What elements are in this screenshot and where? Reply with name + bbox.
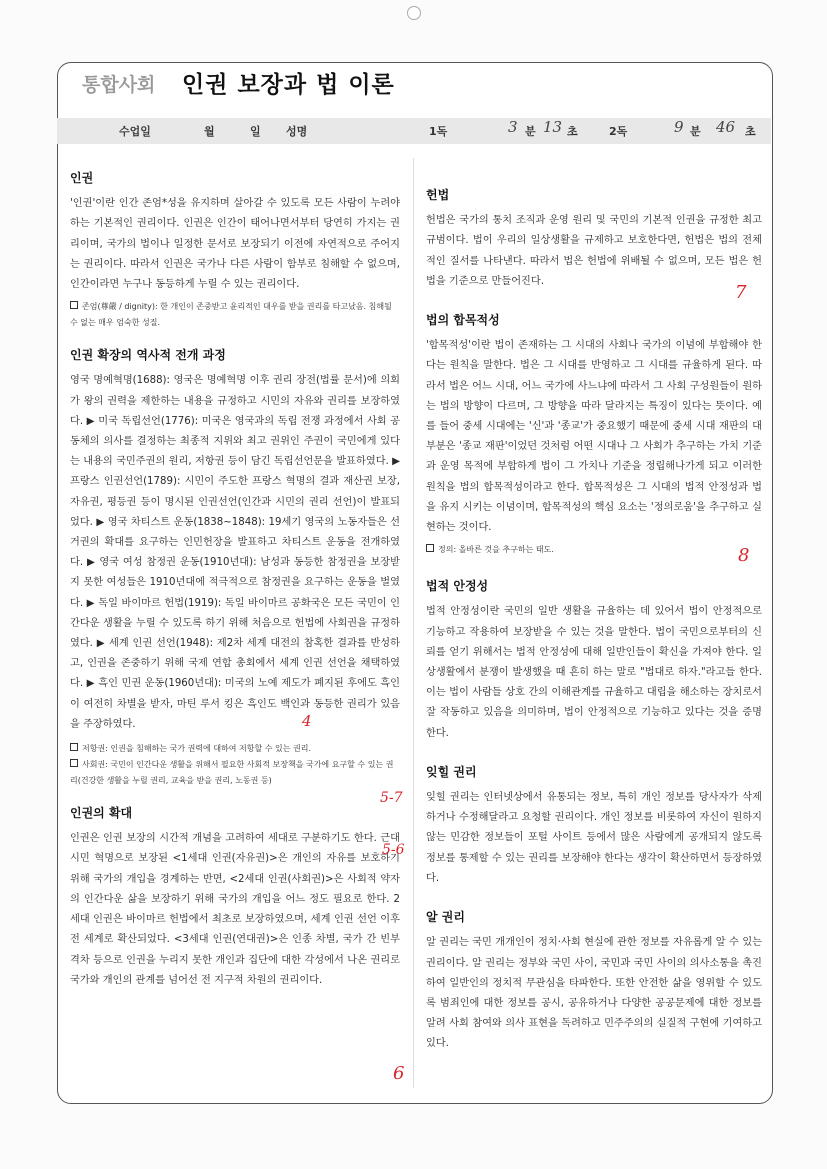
- first-read-minutes: 3: [508, 118, 518, 136]
- right-to-know-paragraph: 알 권리는 국민 개개인이 정치·사회 현실에 관한 정보를 자유롭게 알 수 있는 권리이다. 알 권리는 정부와 국민 사이, 국민과 국민 사이의 의사소통을 촉진하여 일반인의 정치적 무관심을 타파한다. 또한 안전한 삶을 영위할 수 있도록 범죄인에 대한 정보를 공시, 공유하거나 다양한 공공문제에 대한 정보를 알려 사회 참여와 의사 표현을 독려하고 민주주의의 실질적 구현에 기여하고 있다.: [426, 937, 762, 1050]
- human-rights-paragraph: '인권'이란 인간 존엄*성을 유지하며 살아갈 수 있도록 모든 사람이 누려야 하는 기본적인 권리이다. 인권은 인간이 태어나면서부터 당연히 가지는 권리이며, 국가의 법이나 일정한 문서로 보장되기 이전에 자연적으로 주어지는 권리이다. 따라서 인권은 국가나 다른 사람이 함부로 침해할 수 없으며, 인간이라면 누구나 동등하게 누릴 수 있는 권리이다.: [70, 198, 400, 291]
- justice-note: [426, 542, 762, 558]
- history-paragraph: 영국 명예혁명(1688): 영국은 명예혁명 이후 권리 장전(법률 문서)에 의회가 왕의 권력을 제한하는 내용을 규정하고 시민의 자유와 권리를 보장하였다. ▶ 미국 독립선언(1776): 미국은 영국과의 독립 전쟁 과정에서 사회 공동체의 의사를 결정하는 최종적 지위와 최고 권위인 주권이 국민에게 있다는 내용의 국민주권의 원리, 저항권 등이 담긴 독립선언문을 발표하였다. ▶ 프랑스 인권선언(1789): 시민이 주도한 프랑스 혁명의 결과 재산권 보장, 자유권, 평등권 등이 명시된 인권선언(인간과 시민의 권리 선언)이 발표되었다. ▶ 영국 차티스트 운동(1838~1848): 19세기 영국의 노동자들은 선거권의 확대를 요구하는 인민헌장을 발표하고 차티스트 운동을 전개하였다. ▶ 영국 여성 참정권 운동(1910년대): 남성과 동등한 참정권을 보장받지 못한 여성들은 1910년대에 적극적으로 참정권을 요구하는 운동을 벌였다. ▶ 독일 바이마르 헌법(1919): 독일 바이마르 공화국은 모든 국민이 인간다운 생활을 누릴 수 있도록 하기 위해 처음으로 헌법에 사회권을 규정하였다. ▶ 세계 인권 선언(1948): 제2차 세계 대전의 참혹한 결과를 반성하고, 인권을 존중하기 위해 국제 연합 총회에서 세계 인권 선언을 채택하였다. ▶ 흑인 민권 운동(1960년대): 미국의 노예 제도가 폐지된 후에도 흑인이 여전히 차별을 받자, 마틴 루서 킹은 흑인도 백인과 동등한 권리가 있음을 주장하였다.: [70, 375, 400, 730]
- first-read-seconds: 13: [543, 118, 563, 136]
- justice-note-text: 정의: 올바른 것을 추구하는 태도.: [438, 545, 554, 555]
- first-read-sec-unit: 초: [567, 125, 578, 138]
- note-box-icon: [70, 759, 78, 767]
- section-heading-history: 인권 확장의 역사적 전개 과정: [70, 348, 226, 363]
- constitution-paragraph: 헌법은 국가의 통치 조직과 운영 원리 및 국민의 기본적 인권을 규정한 최고 규범이다. 법이 우리의 일상생활을 규제하고 보호한다면, 헌법은 법의 전체적인 질서를 나타낸다. 따라서 법은 헌법에 위배될 수 없으며, 모든 법은 헌법을 기준으로 만들어진다.: [426, 215, 762, 287]
- second-read-min-unit: 분: [690, 125, 701, 138]
- handwritten-mark-6: 6: [393, 1063, 405, 1084]
- social-right-note: [70, 757, 400, 789]
- expansion-paragraph: 인권은 인권 보장의 시간적 개념을 고려하여 세대로 구분하기도 한다. 근대 시민 혁명으로 보장된 <1세대 인권(자유권)>은 개인의 자유를 보호하기 위해 국가의 개입을 경계하는 반면, <2세대 인권(사회권)>은 사회적 약자의 인간다운 삶을 보장하기 위해 국가의 개입을 어느 정도 필요로 한다. 2세대 인권은 바이마르 헌법에서 최초로 보장하였으며, 세계 인권 선언 이후 전 세계로 확산되었다. <3세대 인권(연대권)>은 인종 차별, 국가 간 빈부 격차 등으로 인권을 누리지 못한 개인과 집단에 대한 각성에서 나온 권리로 국가와 개인의 관계를 넘어선 전 지구적 차원의 권리이다.: [70, 833, 400, 986]
- section-heading-legal-stability: 법적 안정성: [426, 579, 489, 594]
- right-column: [426, 185, 762, 1055]
- left-column: [70, 168, 400, 991]
- note-box-icon: [70, 301, 78, 309]
- first-read-min-unit: 분: [525, 125, 536, 138]
- right-to-be-forgotten-paragraph: 잊힐 권리는 인터넷상에서 유통되는 정보, 특히 개인 정보를 당사자가 삭제하거나 수정해달라고 요청할 권리이다. 개인 정보를 비롯하여 자신이 원하지 않는 민감한 정보들이 포털 사이트 등에서 많은 사람에게 공개되지 않도록 정보를 통제할 수 있는 권리를 보장해야 한다는 생각이 확산하면서 등장하였다.: [426, 792, 762, 884]
- legal-stability-paragraph: 법적 안정성이란 국민의 일반 생활을 규율하는 데 있어서 법이 안정적으로 기능하고 작용하여 보장받을 수 있는 것을 말한다. 법이 국민으로부터의 신뢰를 얻기 위해서는 법적 안정성에 대해 일반인들이 확신을 가져야 한다. 일상생활에서 분쟁이 발생했을 때 흔히 하는 말로 "법대로 하자."라고들 한다. 이는 법이 사람들 상호 간의 이해관계를 규율하고 대립을 해소하는 장치로서 잘 작동하고 있음을 의미하며, 법이 안정적으로 기능하고 있다는 것을 증명한다.: [426, 606, 762, 739]
- handwritten-mark-4: 4: [302, 712, 312, 730]
- section-heading-right-to-be-forgotten: 잊힐 권리: [426, 764, 477, 779]
- section-heading-human-rights: 인권: [70, 171, 94, 185]
- handwritten-mark-8: 8: [738, 545, 750, 566]
- section-heading-constitution: 헌법: [426, 188, 450, 202]
- resistance-right-note: [70, 741, 400, 757]
- month-label: 월: [204, 125, 215, 138]
- social-right-note-text: 사회권: 국민이 인간다운 생활을 위해서 필요한 사회적 보장책을 국가에 요구할 수 있는 권리(건강한 생활을 누릴 권리, 교육을 받을 권리, 노동권 등): [70, 760, 394, 786]
- day-label: 일: [250, 125, 261, 138]
- name-label: 성명: [286, 125, 308, 138]
- reading-record-bar: [57, 118, 771, 144]
- second-read-seconds: 46: [716, 118, 736, 136]
- dignity-note: [70, 299, 400, 331]
- handwritten-mark-5-6: 5-6: [382, 842, 405, 858]
- second-read-label: 2독: [609, 125, 628, 138]
- note-box-icon: [70, 743, 78, 751]
- subject-label: 통합사회: [82, 74, 156, 96]
- section-heading-right-to-know: 알 권리: [426, 910, 465, 925]
- purposiveness-paragraph: '합목적성'이란 법이 존재하는 그 시대의 사회나 국가의 이념에 부합해야 한다는 원칙을 말한다. 법은 그 시대를 반영하고 그 시대를 규율하게 된다. 따라서 법은 어느 시대, 어느 국가에 사느냐에 따라서 그 사회 구성원들이 원하는 법의 방향이 다르며, 그 방향을 따라 달라지는 특징이 있다는 뜻이다. 예를 들어 중세 시대에는 '신'과 '종교'가 중요했기 때문에 중세 시대 재판의 대부분은 '종교 재판'이었던 것처럼 어떤 시대나 그 사회가 추구하는 가치 기준과 운영 목적에 부합하게 법이 그 가치나 기준을 정립해나가게 되고 이러한 원칙을 법의 합목적성이라고 한다. 합목적성은 그 시대의 법적 안정성과 법을 유지 시키는 이념이며, 합목적성의 핵심 요소는 '정의로움'을 추구하고 실현하는 것이다.: [426, 340, 762, 534]
- note-box-icon: [426, 544, 434, 552]
- handwritten-mark-7: 7: [735, 282, 747, 303]
- second-read-sec-unit: 초: [745, 125, 756, 138]
- dignity-note-text: 존엄(尊嚴 / dignity): 한 개인이 존중받고 윤리적인 대우를 받을 권리를 타고났음. 침해될 수 없는 매우 엄숙한 성질.: [70, 302, 392, 328]
- section-heading-purposiveness: 법의 합목적성: [426, 313, 500, 328]
- first-read-label: 1독: [429, 125, 448, 138]
- date-label: 수업일: [119, 125, 151, 138]
- section-heading-expansion: 인권의 확대: [70, 806, 133, 821]
- page-header: [57, 62, 771, 104]
- page-title: 인권 보장과 법 이론: [182, 72, 395, 98]
- column-divider: [413, 158, 414, 1088]
- second-read-minutes: 9: [674, 118, 684, 136]
- binder-hole: [407, 6, 421, 20]
- resistance-right-note-text: 저항권: 인권을 침해하는 국가 권력에 대하여 저항할 수 있는 권리.: [82, 744, 312, 754]
- handwritten-mark-5-7: 5-7: [380, 790, 403, 806]
